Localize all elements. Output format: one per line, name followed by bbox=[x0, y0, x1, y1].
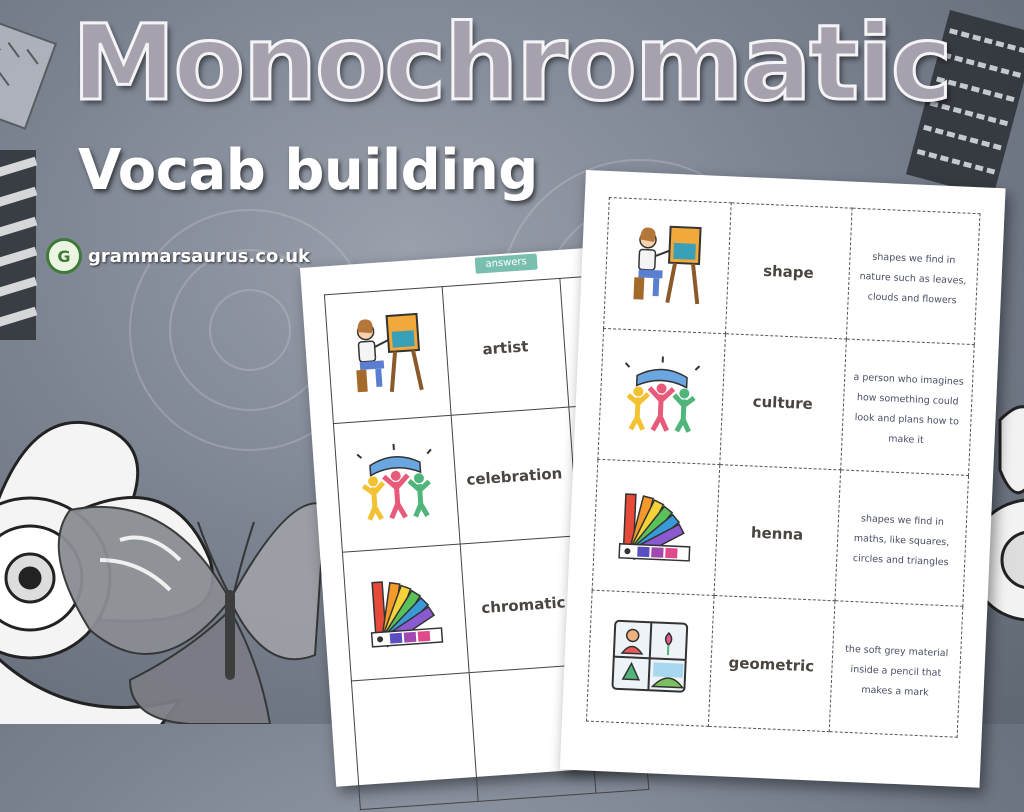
brand-url: grammarsaurus.co.uk bbox=[88, 245, 311, 267]
table-row bbox=[592, 459, 968, 606]
table-row bbox=[598, 328, 974, 475]
card-word: henna bbox=[750, 523, 804, 544]
celebration-people-icon bbox=[333, 415, 460, 552]
answer-word: chromatic bbox=[480, 592, 566, 617]
colour-swatch-fan-icon bbox=[592, 459, 719, 595]
picture-collage-icon bbox=[586, 590, 713, 726]
artist-painting-icon bbox=[324, 287, 451, 424]
grammarsaurus-logo-icon bbox=[46, 238, 82, 274]
page-subtitle: Vocab building bbox=[78, 138, 538, 203]
card-definition: shapes we find in maths, like squares, circles and triangles bbox=[852, 513, 950, 569]
colour-swatch-fan-icon bbox=[342, 544, 469, 681]
vocab-card-table bbox=[586, 197, 981, 738]
vocab-card-sheet bbox=[560, 170, 1006, 788]
page-title: Monochromatic bbox=[72, 2, 951, 124]
card-word: geometric bbox=[728, 653, 815, 675]
table-row bbox=[586, 590, 962, 737]
card-word: culture bbox=[752, 392, 814, 413]
table-row bbox=[604, 198, 980, 345]
brand-link[interactable] bbox=[46, 238, 310, 274]
celebration-people-icon bbox=[598, 328, 725, 464]
artist-painting-icon bbox=[604, 198, 731, 334]
answers-badge: answers bbox=[475, 253, 538, 273]
card-word: shape bbox=[762, 261, 815, 282]
brand-logo-letter: G bbox=[57, 246, 71, 266]
card-definition: the soft grey material inside a pencil that makes a mark bbox=[844, 643, 949, 699]
answer-word: artist bbox=[481, 336, 529, 358]
answer-word: celebration bbox=[465, 463, 563, 489]
card-definition: shapes we find in nature such as leaves, clouds and flowers bbox=[859, 251, 967, 307]
card-definition: a person who imagines how something could look and plans how to make it bbox=[853, 371, 964, 446]
